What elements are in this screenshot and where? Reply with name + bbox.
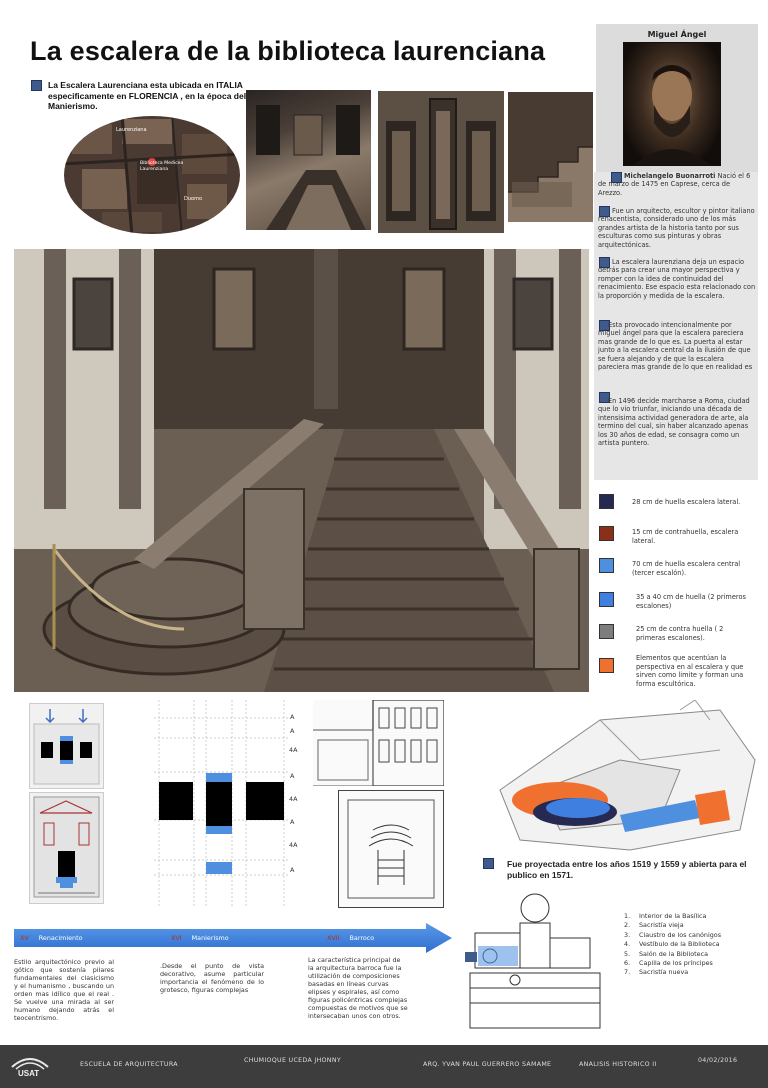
portrait-name: Miguel Ángel: [647, 30, 707, 39]
footer-teacher: ARQ. YVAN PAUL GUERRERO SAMAME: [423, 1061, 552, 1068]
list-number: 5.: [624, 949, 631, 958]
renaissance-description: Estilo arquitectónico previo al gótico que sostenía pilares fundamentales del clasicismo y el humanismo , buscando un orden mas idílico que el real . Se vuelve una mirada al ser humano dejando atrás el teocentrismo.: [14, 958, 114, 1022]
footer-date: 04/02/2016: [698, 1057, 738, 1064]
footer-bar: [0, 1045, 768, 1088]
century-label: XV: [20, 934, 29, 942]
list-number: 3.: [624, 930, 631, 939]
legend: [596, 492, 756, 702]
legend-swatch: [599, 558, 614, 573]
footer-student: CHUMIOQUE UCEDA JHONNY: [244, 1057, 341, 1064]
legend-text: 35 a 40 cm de huella (2 primeros escalones): [636, 593, 746, 610]
michelangelo-portrait: [623, 42, 721, 166]
century-label: XVII: [327, 934, 340, 942]
legend-text: 28 cm de huella escalera lateral.: [632, 498, 741, 506]
legend-text: 25 cm de contra huella ( 2 primeras escalones).: [636, 625, 724, 642]
page-title: La escalera de la biblioteca laurenciana: [30, 36, 546, 66]
section-drawing: [313, 700, 444, 786]
timeline-item: [327, 934, 374, 942]
logo-text: USAT: [18, 1069, 40, 1078]
legend-text: 15 cm de contrahuella, escalera lateral.: [632, 528, 739, 545]
plan-list: [624, 912, 764, 978]
list-number: 1.: [624, 912, 631, 920]
map-label: Laurenziana: [116, 127, 147, 133]
period-label: Renacimiento: [38, 934, 83, 942]
list-label: Vestíbulo de la Biblioteca: [639, 940, 720, 949]
legend-swatch: [599, 494, 614, 509]
isometric-model: [480, 700, 760, 855]
list-label: Interior de la Basílica: [639, 912, 707, 920]
footer-course: ANALISIS HISTORICO II: [579, 1061, 657, 1068]
proportion-label: 4A: [289, 795, 298, 803]
footer-school: ESCUELA DE ARQUITECTURA: [80, 1061, 178, 1068]
project-note: Fue proyectada entre los años 1519 y 1559 y abierta para el publico en 1571.: [507, 859, 747, 880]
list-item: [624, 968, 764, 977]
list-label: Sacristía vieja: [639, 921, 684, 930]
legend-swatch: [599, 624, 614, 639]
list-item: [624, 912, 764, 921]
list-number: 6.: [624, 958, 631, 967]
proportion-label: 4A: [289, 746, 298, 754]
period-label: Barroco: [349, 934, 375, 942]
list-item: [624, 959, 764, 968]
interior-photo: [246, 90, 371, 230]
list-label: Capilla de los príncipes: [639, 958, 713, 967]
door-detail-photo: [378, 91, 504, 233]
proportion-grid: [154, 700, 289, 906]
proportion-label: A: [290, 866, 295, 874]
legend-text: 70 cm de huella escalera central (tercer escalón).: [632, 560, 741, 577]
steps-photo: [508, 92, 593, 222]
proportion-label: A: [290, 727, 295, 735]
bio-name: Michelangelo Buonarroti: [624, 172, 716, 180]
aerial-map: [62, 114, 242, 236]
list-number: 7.: [624, 968, 631, 977]
stair-plan-drawing: [338, 790, 444, 908]
floor-plan: [460, 888, 610, 1038]
facade-drawing-top: [29, 703, 104, 789]
bio-paragraph-3: La escalera laurenziana deja un espacio detrás para crear una mayor perspectiva y romper con la idea de continuidad del renacimiento. Ese espacio esta relacionado con la proporción y medida de la escalera.: [598, 258, 756, 300]
map-label: Biblioteca Medicea Laurenziana: [140, 161, 184, 172]
bio-text: Nació el 6 de marzo de 1475 en Caprese, cerca de Arezzo.: [598, 172, 751, 197]
bio-paragraph-1: [598, 172, 756, 197]
legend-swatch: [599, 526, 614, 541]
usat-logo: [8, 1049, 52, 1083]
bio-paragraph-4: Esta provocado intencionalmente por miguel ángel para que la escalera pareciera mas grande de lo que es. La puerta al estar junto a la escalera central da la ilusión de que se fuera alejando y de que la escalera pareciera mas grande de lo que en realidad es: [598, 321, 753, 372]
proportion-label: A: [290, 772, 295, 780]
list-label: Salón de la Biblioteca: [639, 949, 709, 958]
list-number: 2.: [624, 921, 631, 930]
list-item: [624, 931, 764, 940]
list-label: Sacristía nueva: [639, 968, 689, 977]
bullet-icon: [483, 858, 494, 869]
timeline-item: [171, 934, 229, 942]
proportion-label: A: [290, 713, 295, 721]
legend-swatch: [599, 592, 614, 607]
bio-paragraph-2: Fue un arquitecto, escultor y pintor italiano renacentista, considerado uno de los más grandes artista de la historia tanto por sus esculturas como sus pinturas y obras arquitectónicas.: [598, 207, 755, 249]
legend-text: Elementos que acentúan la perspectiva en al escalera y que sirven como limite y forman una forma escultórica.: [636, 654, 744, 688]
facade-drawing-bottom: [29, 792, 104, 904]
list-label: Claustro de los canónigos: [639, 930, 722, 939]
staircase-photo: [14, 249, 589, 692]
bullet-icon: [31, 80, 42, 91]
baroque-description: La característica principal de la arquitectura barroca fue la utilización de composiciones basadas en líneas curvas elipses y espirales, así como figuras policéntricas complejas compuestas de motivos que se intersecaban unos con otros.: [308, 956, 408, 1020]
map-label: Duomo: [184, 196, 203, 202]
mannerism-description: .Desde el punto de vista decorativo, asume particular importancia el fenómeno de lo grotesco, figuras complejas: [160, 962, 264, 994]
list-item: [624, 921, 764, 930]
century-label: XVI: [171, 934, 182, 942]
list-item: [624, 940, 764, 949]
legend-swatch: [599, 658, 614, 673]
bio-paragraph-5: En 1496 decide marcharse a Roma, ciudad que lo vio triunfar, iniciando una década de intensisima actividad generadora de arte, ala termino del cual, sin haber alcanzado apenas los 30 años de edad, se consagra como un artista puntero.: [598, 397, 750, 448]
proportion-label: A: [290, 818, 295, 826]
period-label: Manierismo: [191, 934, 229, 942]
proportion-label: 4A: [289, 841, 298, 849]
list-number: 4.: [624, 940, 631, 949]
timeline-item: [20, 934, 83, 942]
list-item: [624, 950, 764, 959]
intro-text: La Escalera Laurenciana esta ubicada en ITALIA especificamente en FLORENCIA , en la época del Manierismo.: [48, 80, 247, 111]
